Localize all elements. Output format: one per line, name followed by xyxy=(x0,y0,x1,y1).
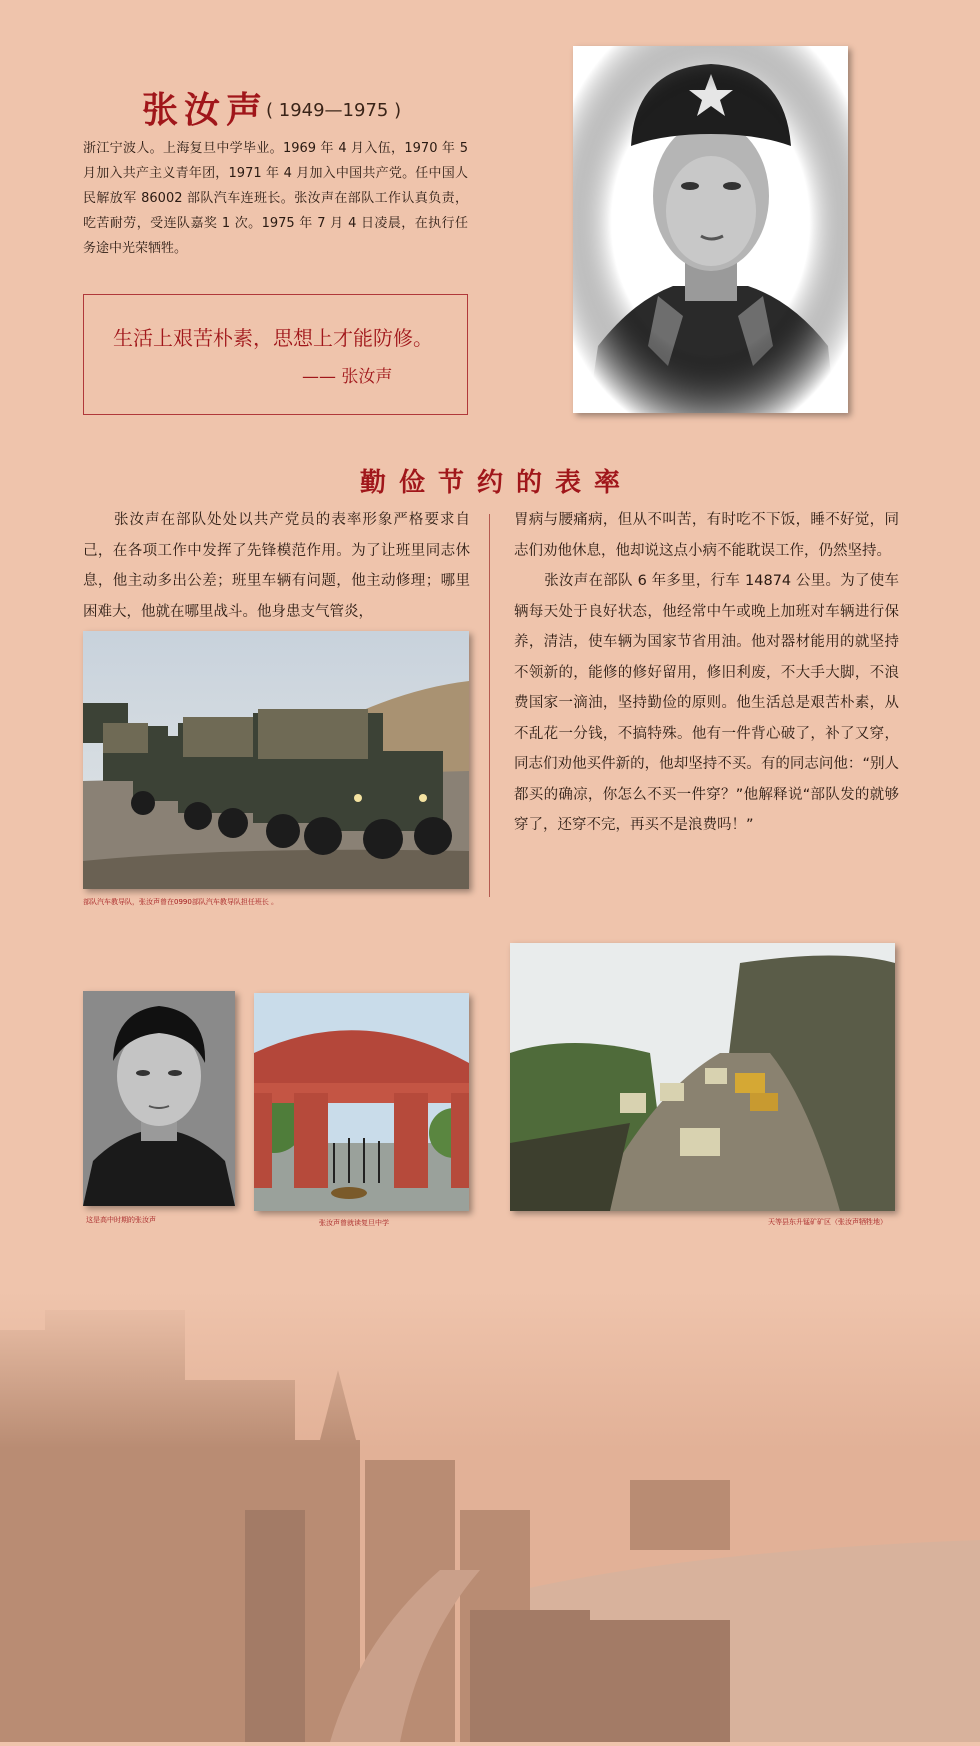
paragraph-mileage-text: 张汝声在部队 6 年多里，行车 14874 公里。为了使车辆每天处于良好状态，他经常中午或晚上加班对车辆进行保养，清洁，使车辆为国家节省用油。他对器材能用的就坚持不领新的，能修的修好留用，修旧利废，不大手大脚，不浪费国家一滴油，坚持勤俭的原则。他生活总是艰苦朴素，从不乱花一分钱，不搞特殊。他有一件背心破了，补了又穿，同志们劝他买件新的，他却坚持不买。有的同志问他：“别人都买的确凉，你怎么不买一件穿？”他解释说“部队发的就够穿了，还穿不完，再买不是浪费吗！” xyxy=(514,573,899,833)
portrait-photo xyxy=(573,46,848,413)
biography-text: 浙江宁波人。上海复旦中学毕业。1969 年 4 月入伍，1970 年 5 月加入共产主义青年团，1971 年 4 月加入中国共产党。任中国人民解放军 86002 部队汽车连班长。张汝声在部队工作认真负责，吃苦耐劳，受连队嘉奖 1 次。1975 年 7 月 4 日凌晨，在执行任务途中光荣牺牲。 xyxy=(83,141,468,256)
paragraph-mileage xyxy=(514,566,899,841)
mine-site-photo xyxy=(510,943,895,1211)
mine-caption: 天等县东升锰矿矿区（张汝声牺牲地） xyxy=(768,1218,887,1226)
person-name: 张汝声 xyxy=(142,89,269,131)
trucks-photo xyxy=(83,631,469,889)
city-background xyxy=(0,1290,980,1742)
paragraph-continuation: 胃病与腰痛病，但从不叫苦，有时吃不下饭，睡不好觉，同志们劝他休息，他却说这点小病不能耽误工作，仍然坚持。 xyxy=(514,512,899,559)
paragraph-intro-text: 张汝声在部队处处以共产党员的表率形象严格要求自己，在各项工作中发挥了先锋模范作用。为了让班里同志休息，他主动多出公差；班里车辆有问题，他主动修理；哪里困难大，他就在哪里战斗。他身患支气管炎， xyxy=(83,512,470,620)
life-years: ( 1949—1975 ) xyxy=(266,100,402,121)
quote-author: —— 张汝声 xyxy=(302,367,393,387)
paragraph-intro xyxy=(83,505,470,627)
quote-text: 生活上艰苦朴素，思想上才能防修。 xyxy=(113,326,433,350)
paragraph-right xyxy=(514,505,899,841)
youth-portrait-photo xyxy=(83,991,235,1206)
quote-box xyxy=(83,294,468,415)
gate-caption: 张汝声曾就读复旦中学 xyxy=(319,1219,389,1227)
school-gate-photo xyxy=(254,993,469,1211)
section-title: 勤俭节约的表率 xyxy=(360,468,634,498)
column-divider xyxy=(489,514,490,897)
youth-caption: 这是高中时期的张汝声 xyxy=(86,1216,156,1224)
trucks-caption: 部队汽车教导队，张汝声曾在0990部队汽车教导队担任班长 。 xyxy=(83,898,279,906)
